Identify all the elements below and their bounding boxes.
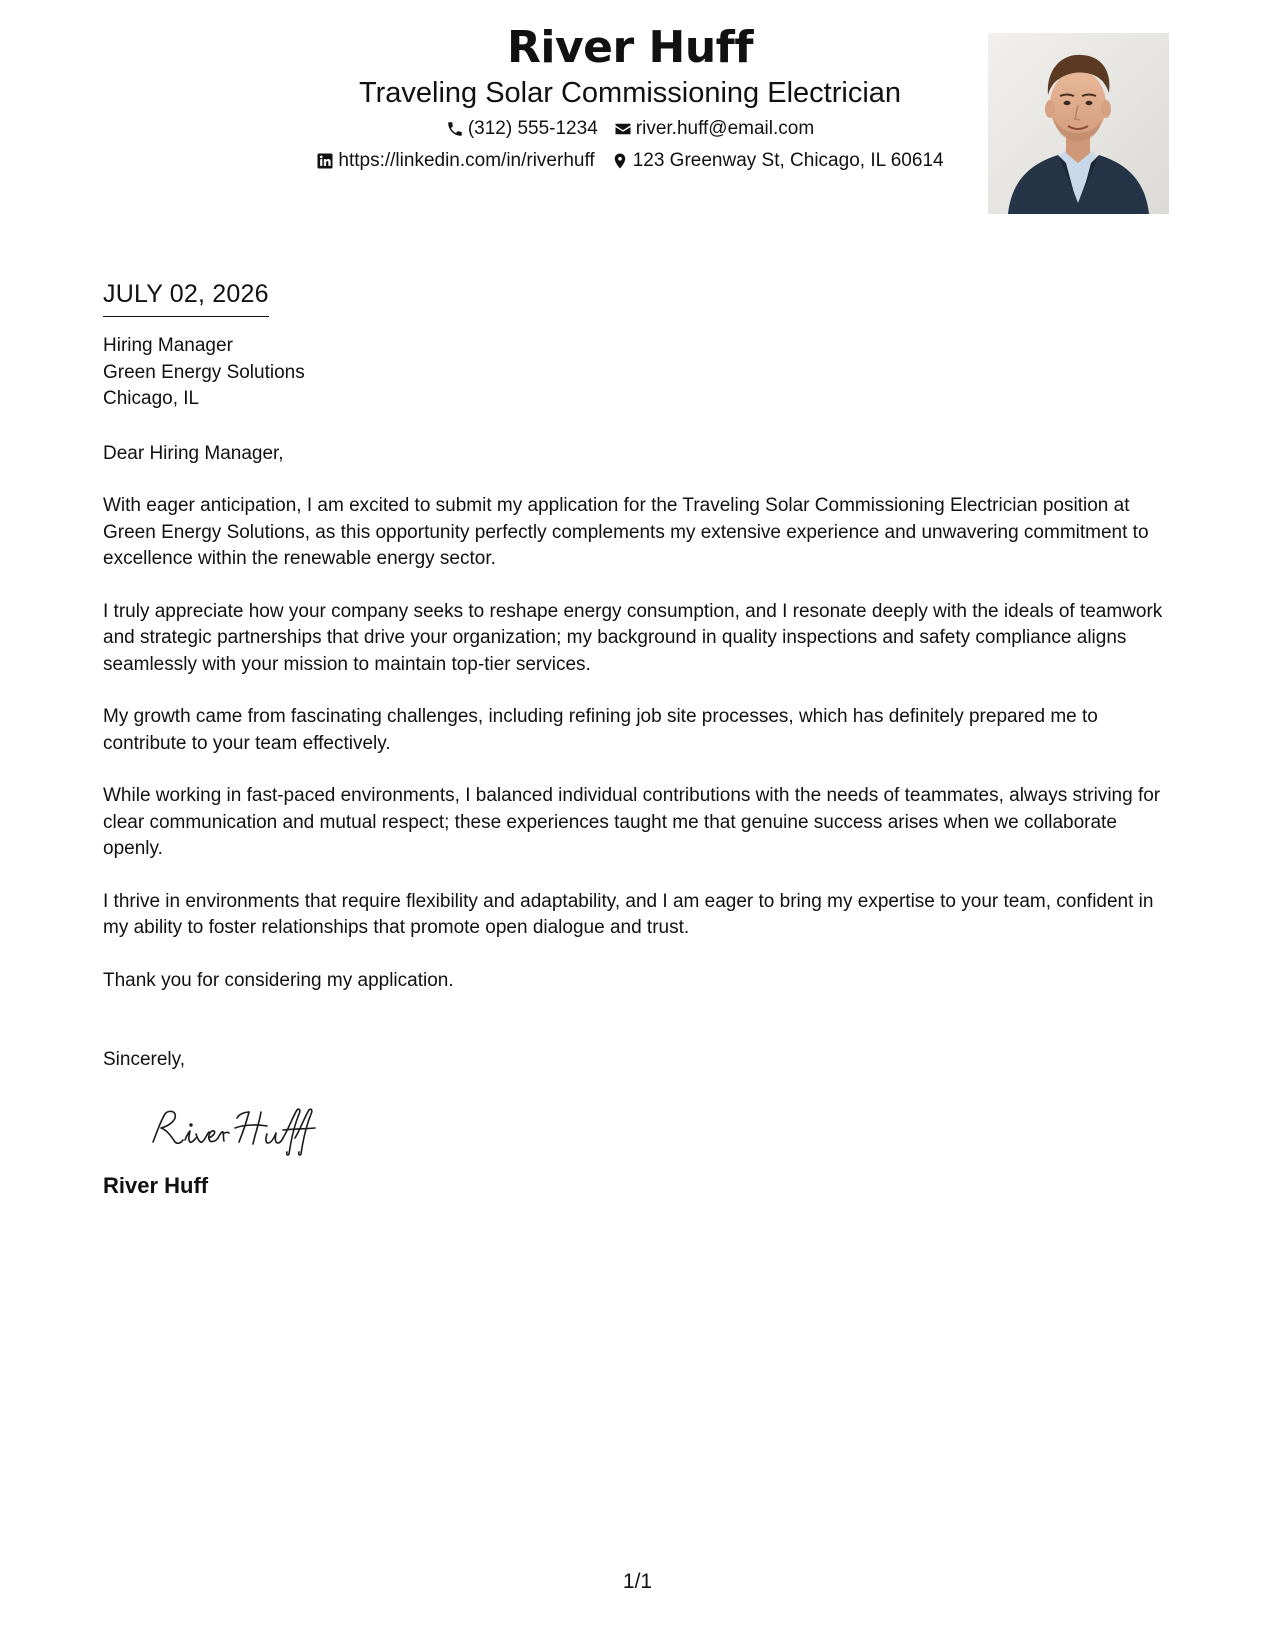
recipient-line: Green Energy Solutions	[103, 361, 305, 383]
linkedin-text[interactable]: https://linkedin.com/in/riverhuff	[338, 150, 595, 171]
handwritten-signature	[143, 1098, 1173, 1158]
address-text: 123 Greenway St, Chicago, IL 60614	[632, 150, 944, 171]
recipient-block	[103, 333, 1173, 413]
signer-name: River Huff	[103, 1172, 209, 1198]
page-number: 1/1	[622, 1570, 653, 1593]
body-paragraph: I thrive in environments that require flexibility and adaptability, and I am eager to bring my expertise to your team, confident in my ability to foster relationships that promote open dialogue and trust.	[103, 890, 1154, 938]
letter-date: JULY 02, 2026	[103, 278, 269, 317]
body-paragraph: With eager anticipation, I am excited to submit my application for the Traveling Solar Commissioning Electrician position at Green Energy Solutions, as this opportunity perfectly complements my extensive experience and unwavering commitment to excellence within the renewable energy sector.	[103, 495, 1149, 569]
recipient-line: Hiring Manager	[103, 335, 233, 356]
email-text[interactable]: river.huff@email.com	[635, 118, 815, 139]
contact-email[interactable]	[614, 116, 814, 142]
linkedin-icon	[316, 152, 334, 170]
phone-icon	[446, 120, 464, 138]
applicant-name: River Huff	[507, 22, 753, 73]
contact-row-primary	[230, 116, 1030, 142]
body-paragraph: Thank you for considering my application.	[103, 969, 454, 991]
body-paragraph: While working in fast-paced environments, I balanced individual contributions with the needs of teammates, always striving for clear communication and mutual respect; these experiences taught me that genuine success arises when we collaborate openly.	[103, 785, 1161, 859]
signature-image	[143, 1098, 323, 1158]
portrait-image	[988, 33, 1169, 214]
profile-photo	[988, 33, 1169, 214]
recipient-line: Chicago, IL	[103, 388, 200, 409]
closing: Sincerely,	[103, 1049, 186, 1070]
contact-phone	[446, 116, 598, 142]
letter-body	[103, 278, 1173, 1200]
applicant-job-title: Traveling Solar Commissioning Electrician	[358, 77, 902, 109]
contact-address	[611, 148, 944, 174]
header-info	[230, 20, 1030, 174]
body-paragraph: I truly appreciate how your company seeks to reshape energy consumption, and I resonate deeply with the ideals of teamwork and strategic partnerships that drive your organization; my background in quality inspections and safety compliance aligns seamlessly with your mission to maintain top-tier services.	[103, 600, 1163, 675]
map-pin-icon	[611, 152, 629, 170]
body-paragraph: My growth came from fascinating challenges, including refining job site processes, which has definitely prepared me to contribute to your team effectively.	[103, 706, 1098, 754]
contact-row-secondary	[230, 148, 1030, 174]
contact-linkedin[interactable]	[316, 148, 594, 174]
phone-text: (312) 555-1234	[467, 118, 598, 139]
envelope-icon	[614, 120, 632, 138]
letter-header	[0, 20, 1275, 220]
salutation: Dear Hiring Manager,	[103, 442, 284, 464]
